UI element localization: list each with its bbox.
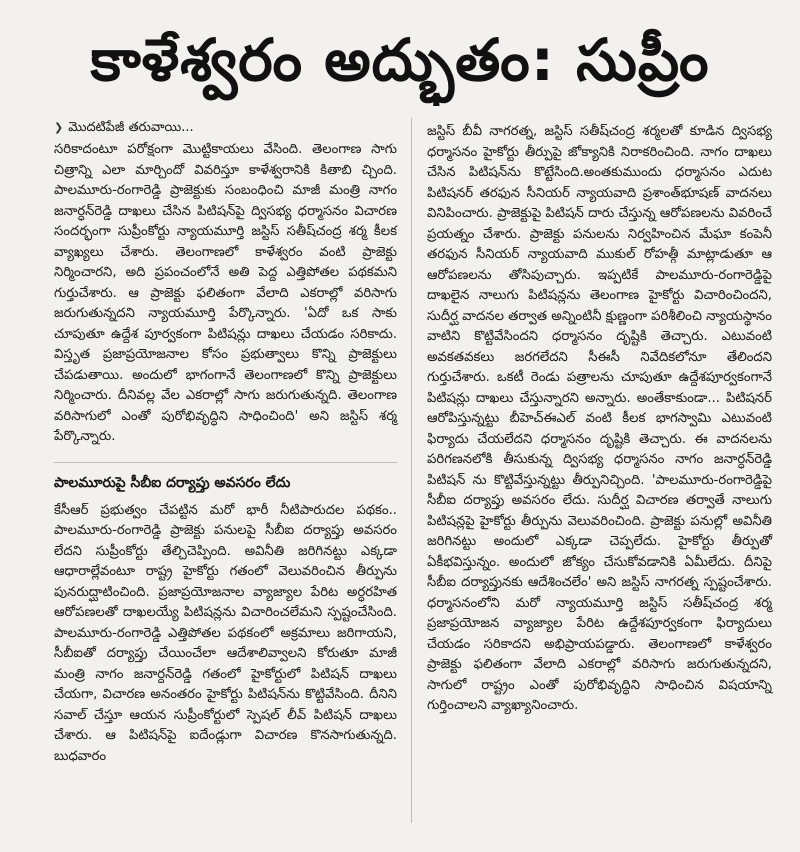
headline: కాళేశ్వరం అద్భుతం: సుప్రీం	[90, 26, 710, 94]
right-column	[427, 122, 772, 717]
column-divider	[411, 118, 412, 823]
continuation-marker	[54, 118, 397, 138]
section-subheading: పాలమూరుపై సీబీఐ దర్యాప్తు అవసరం లేదు	[54, 462, 397, 501]
left-column	[54, 118, 397, 767]
right-paragraph-1: జస్టిస్ బీవీ నాగరత్న, జస్టిస్ సతీష్‌చంద్ర శర్మలతో కూడిన ద్విసభ్య ధర్మాసనం హైకోర్టు తీర్పుపై జోక్యానికి నిరాకరించింది. నాగం దాఖలు చేసిన పిటిషన్‌ను కొట్టేసింది.అంతకుముందు ధర్మాసనం ఎదుట పిటిషనర్ తరఫున సీనియర్ న్యాయవాది ప్రశాంత్‌భూషణ్ వాదనలు వినిపించారు. ప్రాజెక్టుపై పిటిషన్ దారు చేస్తున్న ఆరోపణలను వివరించే ప్రయత్నం చేశారు. ప్రాజెక్టు పనులను నిర్వహించిన మేఘా కంపెనీ తరఫున సీనియర్ న్యాయవాది ముకుల్ రోహత్గీ మాట్లాడుతూ ఆ ఆరోపణలను తోసిపుచ్చారు. ఇప్పటికే పాలమూరు-రంగారెడ్డిపై దాఖలైన నాలుగు పిటిషన్లను తెలంగాణ హైకోర్టు విచారించిందని, సుదీర్ఘ వాదనల తర్వాత అన్నింటినీ క్షుణ్ణంగా పరిశీలించి న్యాయస్థానం వాటిని కొట్టివేసిందని ధర్మాసనం దృష్టికి తెచ్చారు. ఎటువంటి అవకతవకలు జరగలేదని సీఈసీ నివేదికలోనూ తేలిందని గుర్తుచేశారు. ఒకటీ రెండు పత్రాలను చూపుతూ ఉద్దేశపూర్వకంగానే పిటిషన్లు దాఖలు చేస్తున్నారని అన్నారు. అంతేకాకుండా... పిటిషనర్ ఆరోపిస్తున్నట్టు బీహెచ్‌ఈఎల్ వంటి కీలక భాగస్వామి ఎటువంటి ఫిర్యాదు చేయలేదని ధర్మాసనం దృష్టికి తెచ్చారు. ఈ వాదనలను పరిగణనలోకి తీసుకున్న ద్విసభ్య ధర్మాసనం నాగం జనార్ధన్‌రెడ్డి పిటిషన్ ను కొట్టివేస్తున్నట్టు తీర్పునిచ్చింది. 'పాలమూరు-రంగారెడ్డిపై సీబీఐ దర్యాప్తు అవసరం లేదు. సుదీర్ఘ విచారణ తర్వాతే నాలుగు పిటిషన్లపై హైకోర్టు తీర్పును వెలువరించింది. ప్రాజెక్టు పనుల్లో అవినీతి జరిగినట్టు అందులో ఎక్కడా చెప్పలేదు. హైకోర్టు తీర్పుతో ఏకీభవిస్తున్నం. అందులో జోక్యం చేసుకోవడానికి ఏమీలేదు. దీనిపై సీబీఐ దర్యాప్తునకు ఆదేశించలేం' అని జస్టిస్ నాగరత్న స్పష్టంచేశారు. ధర్మాసనంలోని మరో న్యాయమూర్తి జస్టిస్ సతీష్‌చంద్ర శర్మ ప్రజాప్రయోజన వ్యాజ్యాల పేరిట ఉద్దేశపూర్వకంగా ఫిర్యాదులు చేయడం సరికాదని అభిప్రాయపడ్డారు. తెలంగాణలో కాళేశ్వరం ప్రాజెక్టు ఫలితంగా వేలాది ఎకరాల్లో వరిసాగు జరుగుతున్నదని, సాగులో రాష్ట్రం ఎంతో పురోభివృద్ధిని సాధించిన విషయాన్ని గుర్తించాలని వ్యాఖ్యానించారు.	[427, 124, 772, 713]
chevron-right-icon: ❯	[54, 120, 64, 134]
left-paragraph-2: కేసీఆర్ ప్రభుత్వం చేపట్టిన మరో భారీ నీటిపారుదల పథకం.. పాలమూరు-రంగారెడ్డి ప్రాజెక్టు పనులపై సీబీఐ దర్యాప్తు అవసరం లేదని సుప్రీంకోర్టు తేల్చిచెప్పింది. అవినీతి జరిగినట్టు ఎక్కడా ఆధారాల్లేవంటూ రాష్ట్ర హైకోర్టు గతంలో వెలువరించిన తీర్పును పునరుద్ఘాటించింది. ప్రజాప్రయోజనాల వ్యాజ్యాల పేరిట అర్ధరహిత ఆరోపణలతో దాఖలయ్యే పిటిషన్లను విచారించలేమని స్పష్టంచేసింది. పాలమూరు-రంగారెడ్డి ఎత్తిపోతల పథకంలో అక్రమాలు జరిగాయని, సీబీఐతో దర్యాప్తు చేయించేలా ఆదేశాలివ్వాలని కోరుతూ మాజీ మంత్రి నాగం జనార్దన్‌రెడ్డి గతంలో హైకోర్టులో పిటిషన్ దాఖలు చేయగా, విచారణ అనంతరం హైకోర్టు పిటిషన్‌ను కొట్టివేసింది. దీనిని సవాల్ చేస్తూ ఆయన సుప్రీంకోర్టులో స్పెషల్ లీవ్ పిటిషన్ దాఖలు చేశారు. ఆ పిటిషన్‌పై ఐదేండ్లుగా విచారణ కొనసాగుతున్నది. బుధవారం	[54, 502, 397, 764]
left-paragraph-1: సరికాదంటూ పరోక్షంగా మొట్టికాయలు వేసింది. తెలంగాణ సాగు చిత్రాన్ని ఎలా మార్చిందో వివరిస్తూ కాళేశ్వరానికి కితాబి చ్చింది. పాలమూరు-రంగారెడ్డి ప్రాజెక్టుకు సంబంధించి మాజీ మంత్రి నాగం జనార్ధన్‌రెడ్డి దాఖలు చేసిన పిటిషన్‌పై ద్విసభ్య ధర్మాసనం విచారణ సందర్భంగా సుప్రీంకోర్టు న్యాయమూర్తి జస్టిస్ సతీష్‌చంద్ర శర్మ కీలక వ్యాఖ్యలు చేశారు. తెలంగాణలో కాళేశ్వరం వంటి ప్రాజెక్టు నిర్మించారని, అది ప్రపంచంలోనే అతి పెద్ద ఎత్తిపోతల పథకమని గుర్తుచేశారు. ఆ ప్రాజెక్టు ఫలితంగా వేలాది ఎకరాల్లో వరిసాగు జరుగుతున్నదని న్యాయమూర్తి పేర్కొన్నారు. 'ఏదో ఒక సాకు చూపుతూ ఉద్దేశ పూర్వకంగా పిటిషన్లు దాఖలు చేయడం సరికాదు. విస్తృత ప్రజాప్రయోజనాల కోసం ప్రభుత్వాలు కొన్ని ప్రాజెక్టులు చేపడుతాయి. అందులో భాగంగానే తెలంగాణలో కొన్ని ప్రాజెక్టులు నిర్మించారు. దీనివల్ల వేల ఎకరాల్లో సాగు జరుగుతున్నది. తెలంగాణ వరిసాగులో ఎంతో పురోభివృద్ధిని సాధించింది' అని జస్టిస్ శర్మ పేర్కొన్నారు.	[54, 142, 397, 444]
continuation-label: మొదటిపేజీ తరువాయి...	[68, 119, 194, 135]
